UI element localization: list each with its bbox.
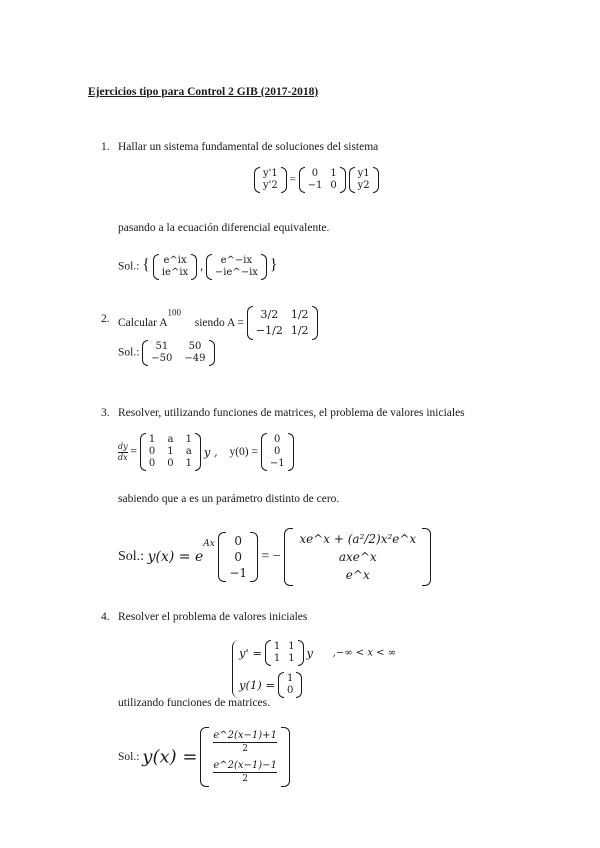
matrix-entry: 0 — [148, 458, 156, 469]
exercise-4-text-2: utilizando funciones de matrices. — [118, 697, 271, 709]
vector-entry: xe^x + (a²/2)x²e^x — [299, 532, 417, 546]
exercise-1-text-2: pasando a la ecuación diferencial equivalente. — [118, 222, 330, 234]
solution-label: Sol.: — [118, 346, 140, 359]
y-variable: y , — [203, 445, 218, 459]
solution-label: Sol.: — [118, 549, 145, 564]
exercise-2-solution — [118, 340, 215, 366]
matrix-entry: 1 — [273, 653, 281, 664]
vector-entry: −1 — [269, 458, 285, 469]
exercise-4-text: Resolver el problema de valores iniciales — [118, 611, 308, 623]
solution-lhs: y(x) = e — [147, 549, 204, 565]
y-variable: y — [306, 646, 313, 660]
vector-entry: 0 — [274, 434, 281, 445]
matrix-entry: 1 — [185, 434, 193, 445]
vector-entry: axe^x — [338, 550, 377, 564]
exercise-4-system — [232, 640, 396, 698]
solution-label: Sol.: — [118, 260, 140, 273]
page-title: Ejercicios tipo para Control 2 GIB (2017-2018) — [88, 86, 319, 98]
solution-initial-vector — [218, 532, 258, 582]
exercise-2-statement — [118, 306, 318, 340]
exercise-3-solution — [118, 528, 431, 586]
vector-entry: 0 — [274, 446, 281, 457]
vector-entry: 0 — [286, 685, 294, 696]
vector-entry: e^ix — [163, 255, 187, 266]
equation-lhs: y' = — [239, 646, 262, 660]
solution-label: Sol.: — [118, 751, 140, 763]
solution-vector-1 — [153, 254, 197, 280]
vector-entry: −ie^−ix — [214, 267, 258, 278]
matrix-entry: 1 — [185, 458, 193, 469]
solution-vector-2 — [206, 254, 267, 280]
vector-entry: 0 — [234, 550, 242, 564]
matrix-entry: 1/2 — [290, 308, 309, 321]
system-equation-2 — [239, 672, 396, 698]
solution-matrix — [142, 340, 214, 366]
exercise-4-number: 4. — [101, 611, 110, 623]
matrix-entry: 1 — [167, 446, 174, 457]
exercise-1-number: 1. — [101, 141, 110, 153]
fraction-numerator: e^2(x−1)+1 — [213, 730, 277, 741]
system-brace — [232, 640, 239, 698]
vector-entry: y1 — [357, 168, 370, 179]
fraction-1 — [213, 729, 277, 755]
matrix-entry: −50 — [151, 353, 173, 364]
matrix-entry: 1 — [273, 641, 281, 652]
equals-sign: = − — [261, 549, 281, 564]
vector-entry: y'2 — [263, 180, 278, 191]
matrix-entry: 1 — [288, 641, 295, 652]
matrix-entry: 0 — [148, 446, 156, 457]
exercise-2-number: 2. — [101, 313, 110, 325]
fraction-2 — [213, 759, 277, 785]
vector-entry: 0 — [234, 534, 242, 548]
vector-entry: 1 — [286, 673, 294, 684]
vector-entry: −1 — [229, 566, 248, 580]
initial-vector — [278, 672, 302, 698]
matrix-entry: 1 — [288, 653, 295, 664]
matrix-entry: 50 — [188, 341, 202, 352]
solution-lhs: y(x) = — [142, 746, 198, 768]
exercise-4-solution — [118, 727, 290, 787]
domain-interval: ,−∞ < x < ∞ — [332, 647, 397, 659]
exercise-2-text: Calcular A — [118, 317, 168, 329]
vector-entry: ie^ix — [161, 267, 189, 278]
vector-entry: e^−ix — [220, 255, 253, 266]
matrix-entry: a — [185, 446, 192, 457]
matrix-entry: 1/2 — [290, 324, 309, 337]
exercise-2-text-b: siendo A = — [194, 317, 245, 329]
fraction-denominator: 2 — [242, 744, 248, 754]
solution-result-vector — [284, 528, 431, 586]
lhs-vector — [254, 167, 287, 193]
exponent: Ax — [203, 539, 215, 550]
derivative-denominator: dx — [118, 452, 128, 462]
matrix-entry: 0 — [311, 168, 319, 179]
exercise-3-text: Resolver, utilizando funciones de matrices, el problema de valores iniciales — [118, 407, 465, 419]
vector-entry: y'1 — [263, 168, 278, 179]
exercise-3-system: $\frac{dy}{dx}$ = 1 a 1 0 1 a 0 0 1 y , y(0) = 0 0 −1 — [118, 433, 294, 471]
matrix-entry: −49 — [184, 353, 206, 364]
exercise-1-solution: Sol.: { e^ix ie^ix , e^−ix −ie^−ix } — [118, 255, 278, 278]
exercise-1-system: y'1 y'2 = 0 1 −1 0 y1 y2 — [254, 167, 379, 193]
initial-condition-label: y(0) = — [229, 446, 258, 458]
matrix-entry: 1 — [330, 168, 337, 179]
derivative-fraction — [118, 442, 128, 463]
matrix-entry: 3/2 — [260, 308, 279, 321]
matrix-entry: 0 — [330, 180, 337, 191]
fraction-denominator: 2 — [242, 774, 248, 784]
derivative-numerator: dy — [118, 441, 128, 451]
coefficient-matrix — [299, 167, 346, 193]
matrix-entry: a — [167, 434, 174, 445]
exercise-1-text: Hallar un sistema fundamental de soluciones del sistema — [118, 141, 379, 153]
vector-entry: y2 — [357, 180, 370, 191]
fraction-numerator: e^2(x−1)−1 — [213, 760, 277, 771]
system-equation-1 — [239, 640, 396, 666]
exercise-3-number: 3. — [101, 407, 110, 419]
matrix-entry: 0 — [167, 458, 174, 469]
coefficient-matrix — [140, 433, 201, 471]
exercise-3-text-2: sabiendo que a es un parámetro distinto de cero. — [118, 493, 340, 505]
matrix-entry: −1/2 — [255, 324, 283, 337]
coefficient-matrix — [265, 640, 304, 666]
matrix-entry: 51 — [155, 341, 169, 352]
matrix-entry: 1 — [148, 434, 156, 445]
equation-lhs: y(1) = — [239, 678, 276, 692]
initial-vector — [261, 433, 294, 471]
rhs-vector — [349, 167, 379, 193]
solution-vector — [200, 727, 290, 787]
power-exponent: 100 — [167, 307, 181, 318]
vector-entry: e^x — [345, 568, 370, 582]
matrix-a — [247, 306, 318, 340]
matrix-entry: −1 — [307, 180, 323, 191]
